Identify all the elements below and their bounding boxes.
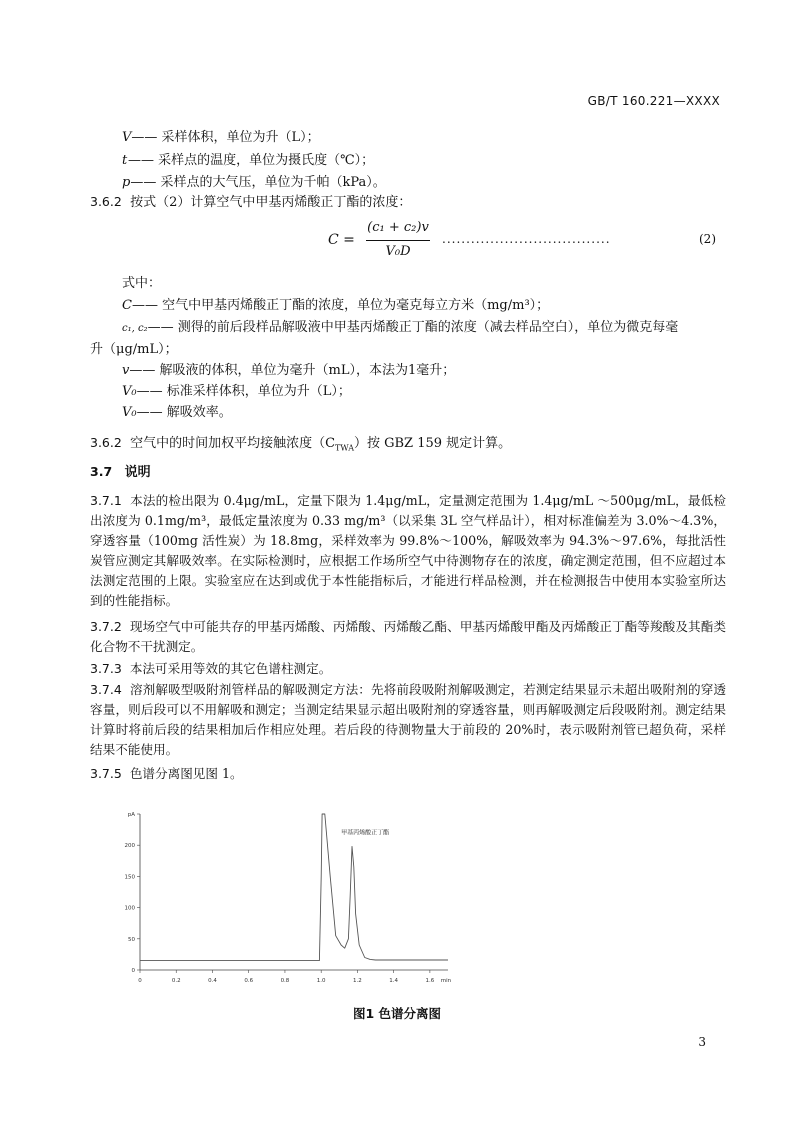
section-title: 说明 [124,465,151,480]
section-3-7-heading [90,464,151,481]
clause-number: 3.6.2 [90,435,122,450]
var-text: —— 采样体积，单位为升（L）； [131,130,320,145]
var-text: —— 采样点的温度，单位为摄氏度（℃）； [128,153,375,168]
formula-numerator: (c₁ + c₂)v [367,220,429,235]
var-line [122,130,320,146]
var-line [122,153,374,169]
clause-number: 3.6.2 [90,194,122,209]
clause-3-6-2 [90,194,411,211]
var-symbol: p [122,175,131,190]
var-text: —— 解吸液的体积，单位为毫升（mL），本法为1毫升； [129,363,456,378]
x-tick-label: 1.4 [389,978,399,984]
figure-caption: 图1 色谱分离图 [352,1006,442,1021]
formula-leader-dots: ................................... [442,232,611,246]
var-symbol: V [122,130,132,145]
clause-number: 3.7.5 [90,766,122,781]
clause-number: 3.7.2 [90,619,122,634]
clause-text-tail: ）按 GBZ 159 规定计算。 [353,436,512,451]
peak-label: 甲基丙烯酸正丁酯 [341,829,390,837]
var-text: —— 测得的前后段样品解吸液中甲基丙烯酸正丁酯的浓度（减去样品空白），单位为微克每毫 [147,320,679,335]
chromatogram-chart [118,808,454,986]
y-tick-label: 150 [124,874,135,881]
x-tick-label: 1.0 [316,978,326,984]
formula-denominator: V₀D [385,244,411,259]
y-tick-label: 0 [131,968,135,974]
formula-2 [318,220,728,264]
y-tick-label: 100 [124,905,135,912]
var-line [122,363,455,379]
x-tick-label: 0 [138,978,142,984]
x-tick-label: 0.8 [280,978,290,984]
x-tick-label: 1.6 [425,978,435,984]
var-line [122,175,386,191]
var-text: —— 标准采样体积，单位为升（L）； [136,384,351,399]
clause-3-7-2 [90,617,726,657]
x-unit-label: min [440,978,452,984]
var-symbol: C [122,298,132,313]
var-symbol: V₀ [122,384,137,399]
clause-number: 3.7.3 [90,661,122,676]
y-tick-label: pA [127,812,135,818]
clause-3-7-5 [90,764,726,784]
x-tick-label: 0.4 [208,978,217,984]
y-tick-label: 200 [124,843,135,850]
var-text: 升（μg/mL）； [90,342,178,357]
clause-text: 色谱分离图见图 1。 [129,766,243,781]
clause-text: 现场空气中可能共存的甲基丙烯酸、丙烯酸、丙烯酸乙酯、甲基丙烯酸甲酯及丙烯酸正丁酯等羧酸及其酯类化合物不干扰测定。 [90,619,726,654]
var-symbol: c₁, c₂ [122,323,148,334]
chromatogram-trace [140,814,448,961]
var-line [122,320,678,337]
var-text: —— 空气中甲基丙烯酸正丁酯的浓度，单位为毫克每立方米（mg/m³）； [131,298,550,313]
where-label: 式中： [122,276,162,291]
standard-code: GB/T 160.221—XXXX [587,94,720,108]
y-tick-label: 50 [128,936,135,943]
page-number: 3 [698,1035,706,1049]
clause-text: 本法可采用等效的其它色谱柱测定。 [129,661,332,676]
clause-text: 溶剂解吸型吸附剂管样品的解吸测定方法：先将前段吸附剂解吸测定，若测定结果显示未超出吸附剂的穿透容量，则后段可以不用解吸和测定；当测定结果显示超出吸附剂的穿透容量，则再解吸测定后段吸附剂。测定结果计算时将前后段的结果相加后作相应处理。若后段的待测物量大于前段的 20%时，表示吸附剂管已超负荷，采样结果不能使用。 [90,682,726,757]
var-text: —— 解吸效率。 [136,405,232,420]
x-tick-label: 0.2 [171,978,181,984]
section-number: 3.7 [90,464,113,479]
clause-text: 本法的检出限为 0.4μg/mL，定量下限为 1.4μg/mL，定量测定范围为 1.4μg/mL ～500μg/mL，最低检出浓度为 0.1mg/m³，最低定量浓度为 0.33 mg/m³（以采集 3L 空气样品计），相对标准偏差为 3.0%～4.3%，穿透容量（100mg 活性炭）为 18.8mg，采样效率为 99.8%～100%，解吸效率为 94.3%～97.6%，每批活性炭管应测定其解吸效率。在实际检测时，应根据工作场所空气中待测物存在的浓度，确定测定范围，但不应超过本法测定范围的上限。实验室应在达到或优于本性能指标后，才能进行样品检测，并在检测报告中使用本实验室所达到的性能指标。 [90,493,726,608]
x-tick-label: 1.2 [353,978,362,984]
clause-3-7-4 [90,680,726,760]
clause-3-7-3 [90,659,726,679]
formula-lhs: C = [328,232,355,248]
clause-number: 3.7.1 [90,493,122,508]
clause-subscript: TWA [335,443,354,453]
var-symbol: v [122,363,130,378]
var-line [122,405,232,421]
var-line-continuation [90,342,178,358]
clause-text: 空气中的时间加权平均接触浓度（C [130,436,336,451]
clause-3-7-1 [90,491,726,611]
x-tick-label: 0.6 [244,978,254,984]
clause-number: 3.7.4 [90,682,122,697]
chromatogram-figure [118,808,454,986]
var-symbol: V₀ [122,405,137,420]
var-text: —— 采样点的大气压，单位为千帕（kPa）。 [130,175,386,190]
var-line [122,384,351,400]
var-line [122,298,549,314]
formula-fraction [366,220,430,259]
clause-text: 按式（2）计算空气中甲基丙烯酸正丁酯的浓度： [130,195,412,210]
clause-3-6-2-twa [90,435,511,457]
var-symbol: t [122,153,128,168]
equation-number: (2) [699,232,716,246]
